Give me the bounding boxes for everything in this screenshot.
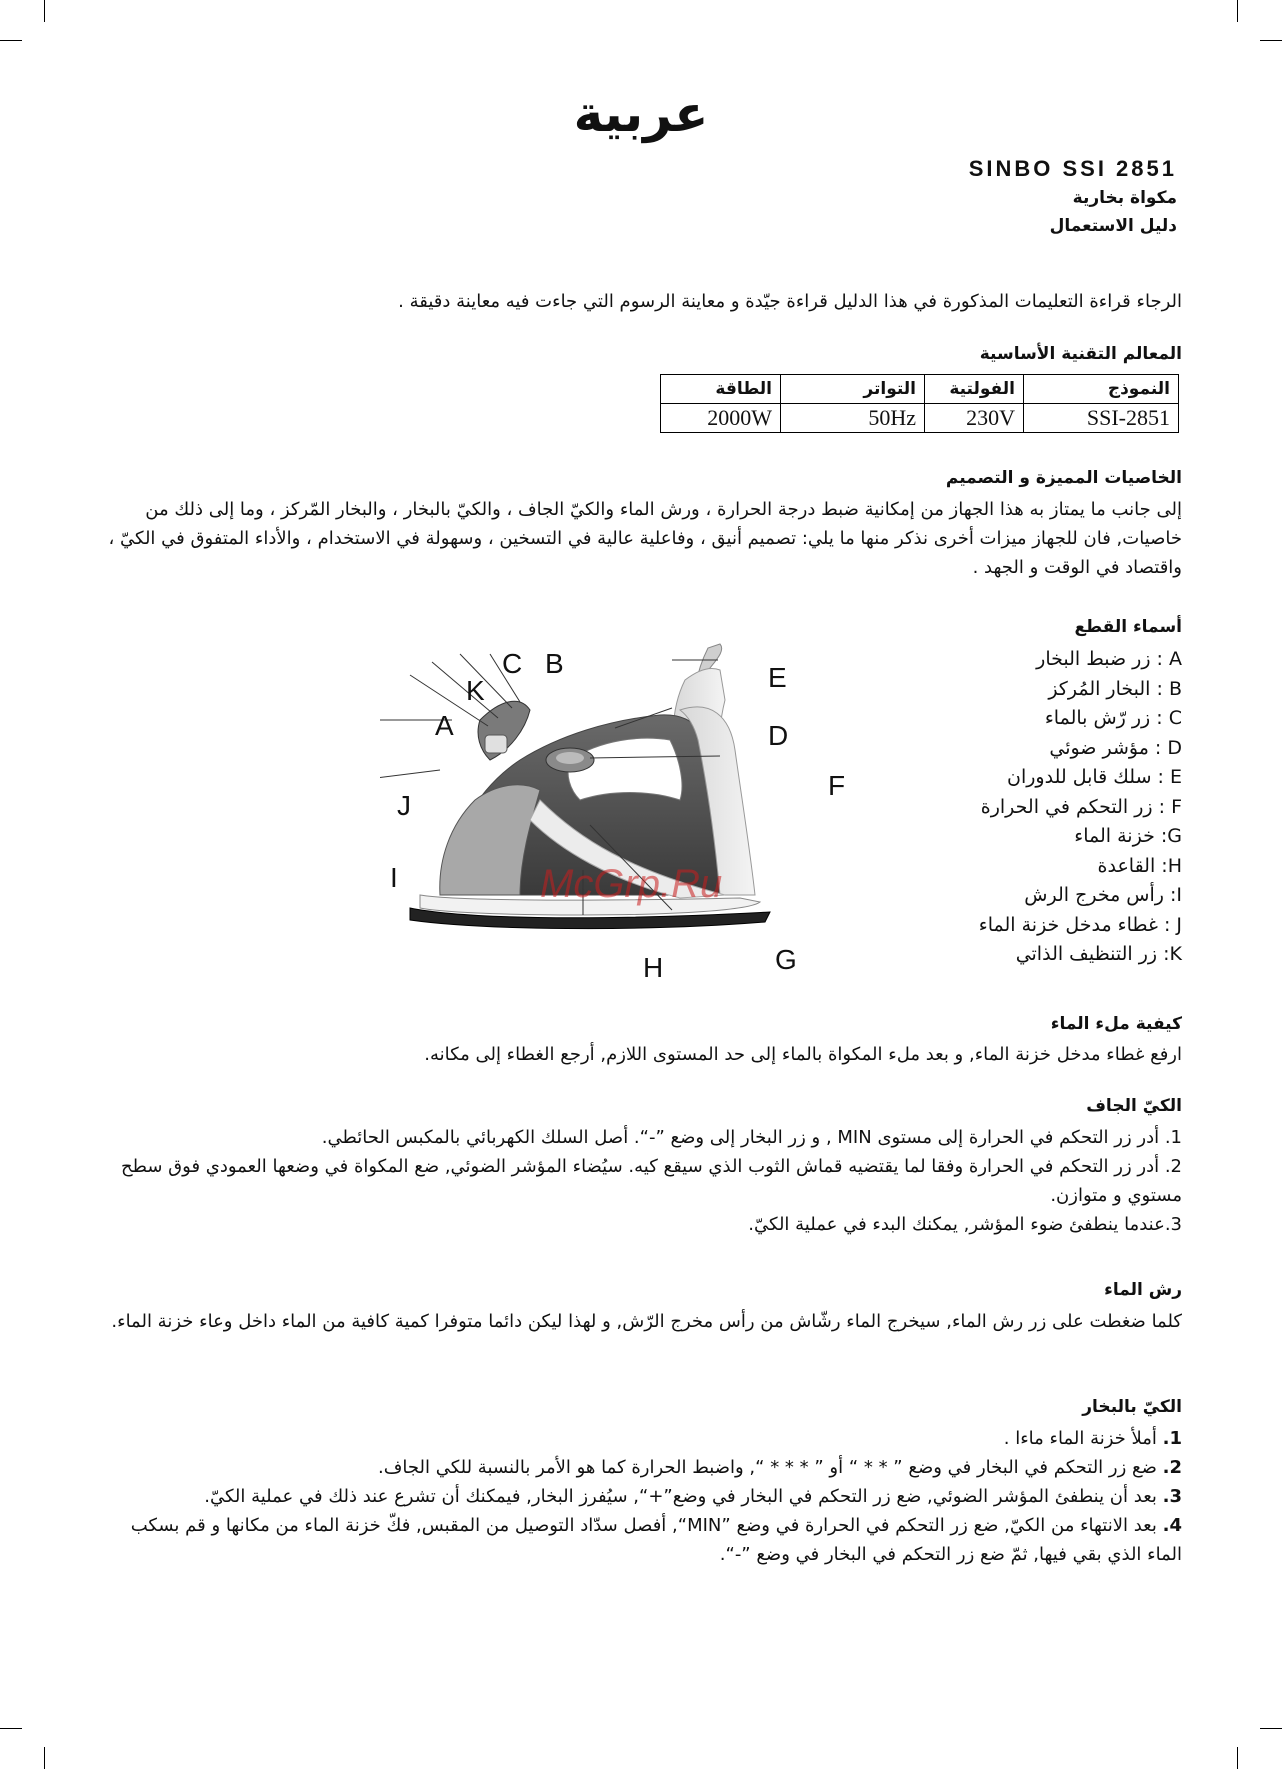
subtitle-manual: دليل الاستعمال: [1049, 216, 1177, 236]
specs-header-model: النموذج: [1024, 375, 1179, 404]
watermark: McGrp.Ru: [540, 862, 723, 906]
label-d: D: [768, 720, 789, 751]
parts-heading: أسماء القطع: [1074, 617, 1182, 637]
filling-text: ارفع غطاء مدخل خزنة الماء, و بعد ملء المكواة بالماء إلى حد المستوى اللازم, أرجع الغطاء إلى مكانه.: [424, 1044, 1182, 1065]
page-title: عربية: [573, 85, 709, 143]
intro-text: الرجاء قراءة التعليمات المذكورة في هذا الدليل قراءة جيّدة و معاينة الرسوم التي جاءت فيه معاينة دقيقة .: [398, 291, 1182, 312]
part-item-e: E : سلك قابل للدوران: [1007, 766, 1182, 788]
part-item-g: G: خزنة الماء: [1074, 825, 1182, 847]
dry-steps: [102, 1123, 1182, 1239]
label-f: F: [828, 770, 846, 801]
part-item-f: F : زر التحكم في الحرارة: [980, 795, 1182, 818]
spray-heading: رش الماء: [1104, 1280, 1182, 1300]
crop-mark: [44, 1747, 45, 1769]
step-text: ضع زر التحكم في البخار في وضع ” * * “ أو ” * * * “, واضبط الحرارة كما هو الأمر بالنسبة للكي الجاف.: [378, 1457, 1157, 1478]
steam-heading: الكيّ بالبخار: [1082, 1397, 1182, 1417]
crop-mark: [1260, 1728, 1282, 1729]
step-text: أملأ خزنة الماء ماءا .: [1003, 1428, 1157, 1449]
label-e: E: [768, 662, 787, 693]
filling-heading: كيفية ملء الماء: [1050, 1014, 1182, 1034]
crop-mark: [0, 1728, 22, 1729]
part-item-h: H: القاعدة: [1097, 854, 1182, 877]
specs-value-row: [661, 404, 1179, 433]
specs-header-voltage: الفولتية: [925, 375, 1024, 404]
specs-header-power: الطاقة: [661, 375, 781, 404]
specs-value-voltage: 230V: [925, 404, 1024, 433]
label-c: C: [502, 648, 523, 679]
subtitle-product: مكواة بخارية: [1072, 188, 1177, 208]
specs-table: [660, 374, 1179, 433]
label-a: A: [435, 710, 454, 741]
dry-step-3: 3.عندما ينطفئ ضوء المؤشر, يمكنك البدء في عملية الكيّ.: [748, 1214, 1182, 1235]
steam-step-2: [102, 1453, 1182, 1482]
step-number: 4.: [1162, 1515, 1182, 1536]
specs-header-frequency: التواتر: [781, 375, 925, 404]
part-item-i: I: رأس مخرج الرش: [1024, 884, 1182, 906]
crop-mark: [44, 0, 45, 22]
part-item-k: K: زر التنظيف الذاتي: [1015, 943, 1182, 965]
crop-mark: [1260, 40, 1282, 41]
features-heading: الخاصيات المميزة و التصميم: [945, 468, 1182, 488]
steam-step-3: [102, 1482, 1182, 1511]
step-number: 2.: [1162, 1457, 1182, 1478]
crop-mark: [1237, 1747, 1238, 1769]
crop-mark: [0, 40, 22, 41]
specs-header-row: [661, 375, 1179, 404]
label-i: I: [390, 862, 398, 893]
dry-step-2: 2. أدر زر التحكم في الحرارة وفقا لما يقتضيه قماش الثوب الذي سيقع كيه. سيُضاء المؤشر الضوئي, ضع المكواة في وضعها العمودي فوق سطح مستوي و متوازن.: [120, 1156, 1182, 1206]
features-text: إلى جانب ما يمتاز به هذا الجهاز من إمكانية ضبط درجة الحرارة ، ورش الماء والكيّ الجاف ، والكيّ بالبخار ، والبخار المّركز ، وما إلى ذلك من خاصيات, فان للجهاز ميزات أخرى نذكر منها ما يلي: تصميم أنيق ، وفاعلية عالية في التسخين ، وسهولة في الاستخدام ، والأداء المتفوق في الكيّ ، واقتصاد في الوقت و الجهد .: [108, 499, 1182, 578]
label-g: G: [775, 944, 797, 975]
step-number: 1.: [1162, 1428, 1182, 1449]
spray-text: كلما ضغطت على زر رش الماء, سيخرج الماء رشّاش من رأس مخرج الرّش, و لهذا ليكن دائما متوفرا كمية كافية من الماء داخل وعاء خزنة الماء.: [111, 1311, 1182, 1332]
step-text: بعد أن ينطفئ المؤشر الضوئي, ضع زر التحكم في البخار في وضع”+“, سيُفرز البخار, فيمكنك أن تشرع عند ذلك في عملية الكيّ.: [204, 1486, 1157, 1507]
step-number: 3.: [1162, 1486, 1182, 1507]
part-item-b: B : البخار المُركز: [1048, 677, 1182, 700]
parts-list: [942, 645, 1182, 970]
label-j: J: [397, 790, 411, 821]
label-h: H: [643, 952, 664, 983]
steam-step-1: [102, 1424, 1182, 1453]
part-item-d: D : مؤشر ضوئي: [1049, 736, 1182, 759]
crop-mark: [1237, 0, 1238, 22]
specs-value-power: 2000W: [661, 404, 781, 433]
part-item-c: C : زر رّش بالماء: [1044, 707, 1182, 729]
dry-heading: الكيّ الجاف: [1086, 1096, 1182, 1116]
part-item-j: J : غطاء مدخل خزنة الماء: [978, 913, 1182, 936]
specs-value-model: SSI-2851: [1024, 404, 1179, 433]
steam-steps: [102, 1424, 1182, 1569]
step-text: بعد الانتهاء من الكيّ, ضع زر التحكم في الحرارة في وضع ”MIN“, أفصل سدّاد التوصيل من المقبس, فكّ خزنة الماء من مكانها و قم بسكب الماء الذي بقي فيها, ثمّ ضع زر التحكم في البخار في وضع ”-“.: [130, 1515, 1182, 1565]
specs-value-frequency: 50Hz: [781, 404, 925, 433]
specs-heading: المعالم التقنية الأساسية: [979, 344, 1182, 364]
dry-step-1: 1. أدر زر التحكم في الحرارة إلى مستوى MIN , و زر البخار إلى وضع ”-“. أصل السلك الكهربائي بالمكبس الحائطي.: [321, 1127, 1182, 1148]
label-k: K: [466, 675, 485, 706]
model-name: SINBO SSI 2851: [968, 156, 1177, 181]
part-item-a: A : زر ضبط البخار: [1036, 648, 1182, 670]
steam-step-4: [102, 1511, 1182, 1569]
label-b: B: [545, 648, 564, 679]
